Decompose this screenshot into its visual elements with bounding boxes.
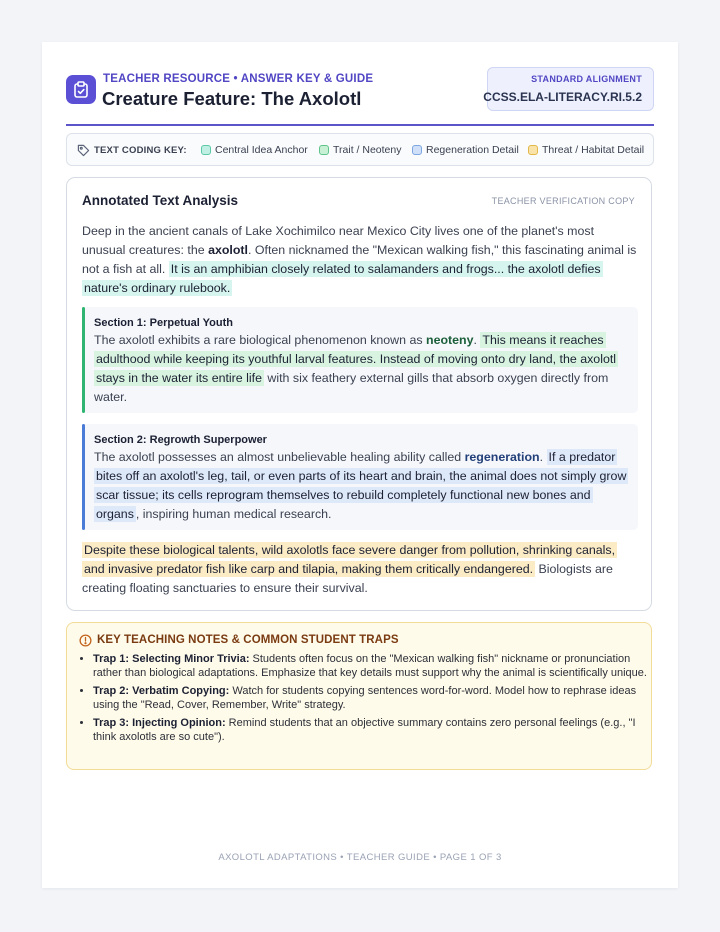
section-text: with six feathery external gills that absorb oxygen directly from water. bbox=[94, 371, 609, 404]
section-body bbox=[94, 331, 630, 407]
page-title: Creature Feature: The Axolotl bbox=[102, 88, 362, 109]
keyword-axolotl: axolotl bbox=[208, 243, 248, 257]
section-body bbox=[94, 448, 630, 524]
note-text: Remind students that an objective summary contains zero personal feelings (e.g., "I think axolotls are so cute"). bbox=[93, 717, 636, 743]
legend-swatch bbox=[528, 145, 538, 155]
note-label: Trap 1: Selecting Minor Trivia: bbox=[93, 653, 250, 665]
legend-item-trait bbox=[319, 143, 401, 157]
resource-eyebrow: TEACHER RESOURCE • ANSWER KEY & GUIDE bbox=[103, 73, 374, 85]
notes-title: KEY TEACHING NOTES & COMMON STUDENT TRAPS bbox=[97, 634, 399, 646]
legend-item-label: Central Idea Anchor bbox=[215, 144, 308, 156]
legend-item-central-idea bbox=[201, 143, 308, 157]
closing-paragraph bbox=[82, 541, 638, 598]
teaching-notes-box bbox=[66, 622, 652, 770]
standard-label: STANDARD ALIGNMENT bbox=[531, 74, 642, 84]
section-text: The axolotl exhibits a rare biological phenomenon known as bbox=[94, 333, 426, 347]
regeneration-highlight: If a predator bites off an axolotl's leg, tail, or even parts of its heart and brain, the animal does not simply grow scar tissue; its cells reprogram themselves to rebuild completely functional new bones and organs bbox=[96, 450, 627, 521]
notes-list bbox=[77, 653, 649, 749]
note-item bbox=[93, 653, 649, 681]
section-text: . bbox=[473, 333, 481, 347]
legend-label: TEXT CODING KEY: bbox=[94, 144, 187, 156]
text-coding-key bbox=[66, 133, 654, 166]
legend-item-label: Regeneration Detail bbox=[426, 144, 519, 156]
annotated-text-card bbox=[66, 177, 652, 611]
legend-swatch bbox=[412, 145, 422, 155]
page-footer: AXOLOTL ADAPTATIONS • TEACHER GUIDE • PAGE 1 OF 3 bbox=[218, 852, 502, 863]
clipboard-icon bbox=[66, 75, 96, 104]
note-text: Students often focus on the "Mexican walking fish" nickname or pronunciation rather than biological adaptations. Emphasize that key details must support why the animal is scientifically unique. bbox=[93, 653, 647, 679]
legend-swatch bbox=[201, 145, 211, 155]
central-idea-highlight: It is an amphibian closely related to salamanders and frogs... the axolotl defies nature's ordinary rulebook. bbox=[84, 262, 601, 295]
keyword-neoteny: neoteny bbox=[426, 333, 474, 347]
section-perpetual-youth bbox=[82, 307, 638, 413]
intro-text: Deep in the ancient canals of Lake Xochimilco near Mexico City lives one of the planet's most unusual creatures: the bbox=[82, 224, 595, 257]
intro-paragraph bbox=[82, 222, 638, 298]
section-accent-bar bbox=[82, 424, 85, 530]
note-text: Watch for students copying sentences word-for-word. Model how to rephrase ideas using the "Read, Cover, Remember, Write" strategy. bbox=[93, 685, 637, 711]
verification-tag: TEACHER VERIFICATION COPY bbox=[491, 196, 635, 206]
legend-item-regeneration bbox=[412, 143, 519, 157]
section-title: Section 2: Regrowth Superpower bbox=[94, 434, 267, 446]
note-label: Trap 2: Verbatim Copying: bbox=[93, 685, 230, 698]
legend-swatch bbox=[319, 145, 329, 155]
intro-text: . Often nicknamed the "Mexican walking fish," this fascinating animal is not a fish at all. bbox=[82, 243, 637, 276]
legend-item-label: Trait / Neoteny bbox=[333, 144, 402, 156]
section-text: The axolotl possesses an almost unbelievable healing ability called bbox=[94, 450, 465, 464]
trait-highlight: This means it reaches adulthood while keeping its youthful larval features. Instead of moving onto dry land, the axolotl stays in the water its entire life bbox=[96, 333, 617, 385]
section-text: , inspiring human medical research. bbox=[135, 507, 332, 521]
standard-alignment-box bbox=[483, 67, 654, 111]
page-header bbox=[66, 67, 654, 126]
legend-key-title bbox=[77, 143, 187, 157]
tag-icon bbox=[77, 144, 90, 157]
standard-code: CCSS.ELA-LITERACY.RI.5.2 bbox=[483, 90, 642, 104]
worksheet-page bbox=[42, 42, 678, 888]
note-item bbox=[93, 717, 649, 745]
section-title: Section 1: Perpetual Youth bbox=[94, 317, 233, 329]
keyword-regeneration: regeneration bbox=[464, 450, 540, 464]
legend-item-label: Threat / Habitat Detail bbox=[542, 144, 645, 156]
note-item bbox=[93, 685, 649, 713]
card-title: Annotated Text Analysis bbox=[82, 193, 239, 208]
note-label: Trap 3: Injecting Opinion: bbox=[93, 717, 226, 730]
threat-highlight: Despite these biological talents, wild axolotls face severe danger from pollution, shrinking canals, and invasive predator fish like carp and tilapia, making them critically endangered. bbox=[84, 543, 616, 576]
section-accent-bar bbox=[82, 307, 85, 413]
alert-circle-icon bbox=[79, 634, 92, 647]
section-regrowth-superpower bbox=[82, 424, 638, 530]
legend-item-threat bbox=[528, 143, 644, 157]
section-text: . bbox=[539, 450, 547, 464]
closing-text: Biologists are creating floating sanctuaries to ensure their survival. bbox=[82, 562, 613, 595]
